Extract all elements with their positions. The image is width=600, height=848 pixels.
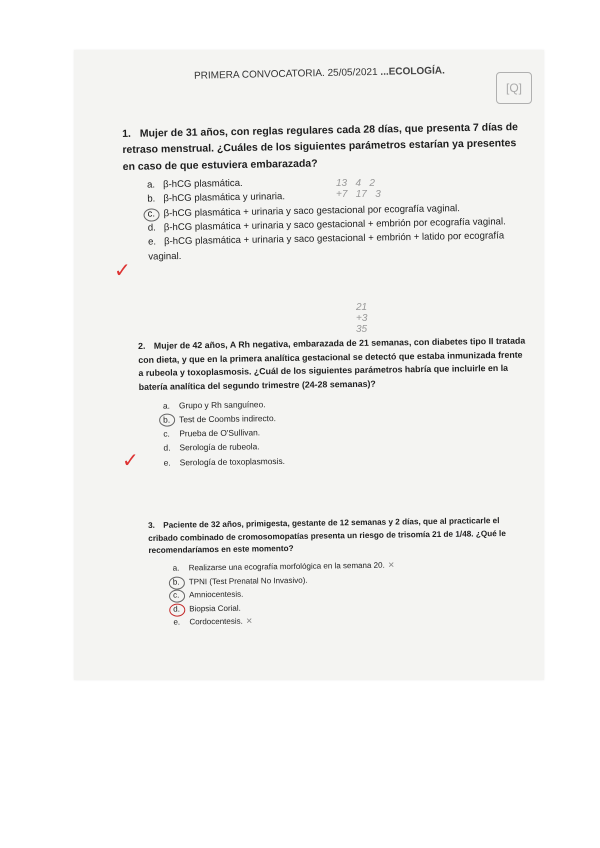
option-letter: c. (173, 589, 189, 603)
options-list (163, 393, 530, 470)
question-3 (148, 515, 529, 630)
option-letter: b. (147, 193, 156, 205)
exam-paper (74, 50, 544, 680)
option-text: Biopsia Corial. (189, 603, 241, 614)
option-letter: e. (163, 457, 171, 468)
cross-mark-icon: ✕ (245, 617, 253, 627)
option-text: Prueba de O'Sullivan. (179, 427, 261, 439)
option-letter: b. (163, 412, 179, 427)
handwritten-sum: 21 +3 35 (356, 302, 368, 335)
option-letter: c. (163, 428, 170, 439)
question-text: Paciente de 32 años, primigesta, gestante de 12 semanas y 2 días, que al practicarle el cribado combinado de cromosomopatías presenta un riesgo de trisomía 21 de 1/48. ¿Qué le recomendaríamos en este momento? (148, 516, 506, 556)
option-text: β-hCG plasmática y urinaria. (163, 191, 286, 205)
checkmark-icon: ✓ (122, 450, 139, 472)
question-number: 2. (138, 340, 146, 351)
option-text: Amniocentesis. (188, 589, 244, 600)
option-letter: e. (173, 618, 181, 628)
options-list (173, 557, 530, 630)
question-1 (122, 119, 524, 265)
question-number: 3. (148, 520, 155, 530)
option-text: Realizarse una ecografía morfológica en la semana 20. (188, 560, 385, 573)
exam-header (194, 65, 454, 81)
handwritten-notes: 13 4 2 +7 17 3 (336, 178, 381, 200)
question-stem (148, 515, 528, 558)
handwritten-stamp: [Q] (496, 72, 532, 104)
option-text: β-hCG plasmática. (162, 177, 243, 191)
option-text: β-hCG plasmática + urinaria y saco gestacional + embrión por ecografía vaginal. (163, 216, 506, 234)
question-stem (122, 119, 523, 175)
option-letter: a. (172, 563, 180, 573)
option-letter: d. (163, 442, 171, 453)
option-letter: c. (147, 207, 163, 222)
option-text: Cordocentesis. (189, 617, 243, 627)
checkmark-icon: ✓ (114, 260, 131, 282)
option-letter: a. (146, 179, 156, 191)
question-text: Mujer de 31 años, con reglas regulares cada 28 días, que presenta 7 días de retraso menstrual. ¿Cuáles de los siguientes parámetros estarían ya presentes en caso de que estuviera embarazada? (122, 121, 519, 173)
exam-title: PRIMERA CONVOCATORIA. 25/05/2021 (193, 66, 378, 82)
option-text: Serología de toxoplasmosis. (179, 455, 285, 468)
question-stem (138, 335, 529, 395)
option-e[interactable] (148, 229, 524, 264)
option-text: β-hCG plasmática + urinaria y saco gestacional por ecografía vaginal. (163, 202, 461, 219)
cross-mark-icon: ✕ (387, 560, 395, 570)
question-text: Mujer de 42 años, A Rh negativa, embarazada de 21 semanas, con diabetes tipo II tratada con dieta, y que en la primera analítica gestacional se detectó que estaba inmunizada frente a rubeola y toxoplasmosis. ¿Cuál de los siguientes parámetros habría que incluirle en la batería analítica del segundo trimestre (24-28 semanas)? (138, 335, 526, 392)
option-letter: e. (147, 236, 157, 248)
option-letter: d. (147, 222, 156, 234)
option-letter: a. (162, 400, 170, 411)
option-text: Grupo y Rh sanguíneo. (178, 398, 266, 410)
option-letter: b. (173, 575, 189, 589)
option-text: Serología de rubeola. (179, 441, 260, 453)
question-number: 1. (122, 127, 132, 140)
exam-subject: ...ECOLOGÍA. (380, 65, 445, 78)
option-letter: d. (173, 602, 189, 616)
option-text: β-hCG plasmática + urinaria y saco gestacional + embrión + latido por ecografía vaginal. (148, 230, 505, 263)
option-text: Test de Coombs indirecto. (179, 412, 276, 425)
question-2 (138, 335, 530, 470)
option-text: TPNI (Test Prenatal No Invasivo). (188, 575, 308, 587)
